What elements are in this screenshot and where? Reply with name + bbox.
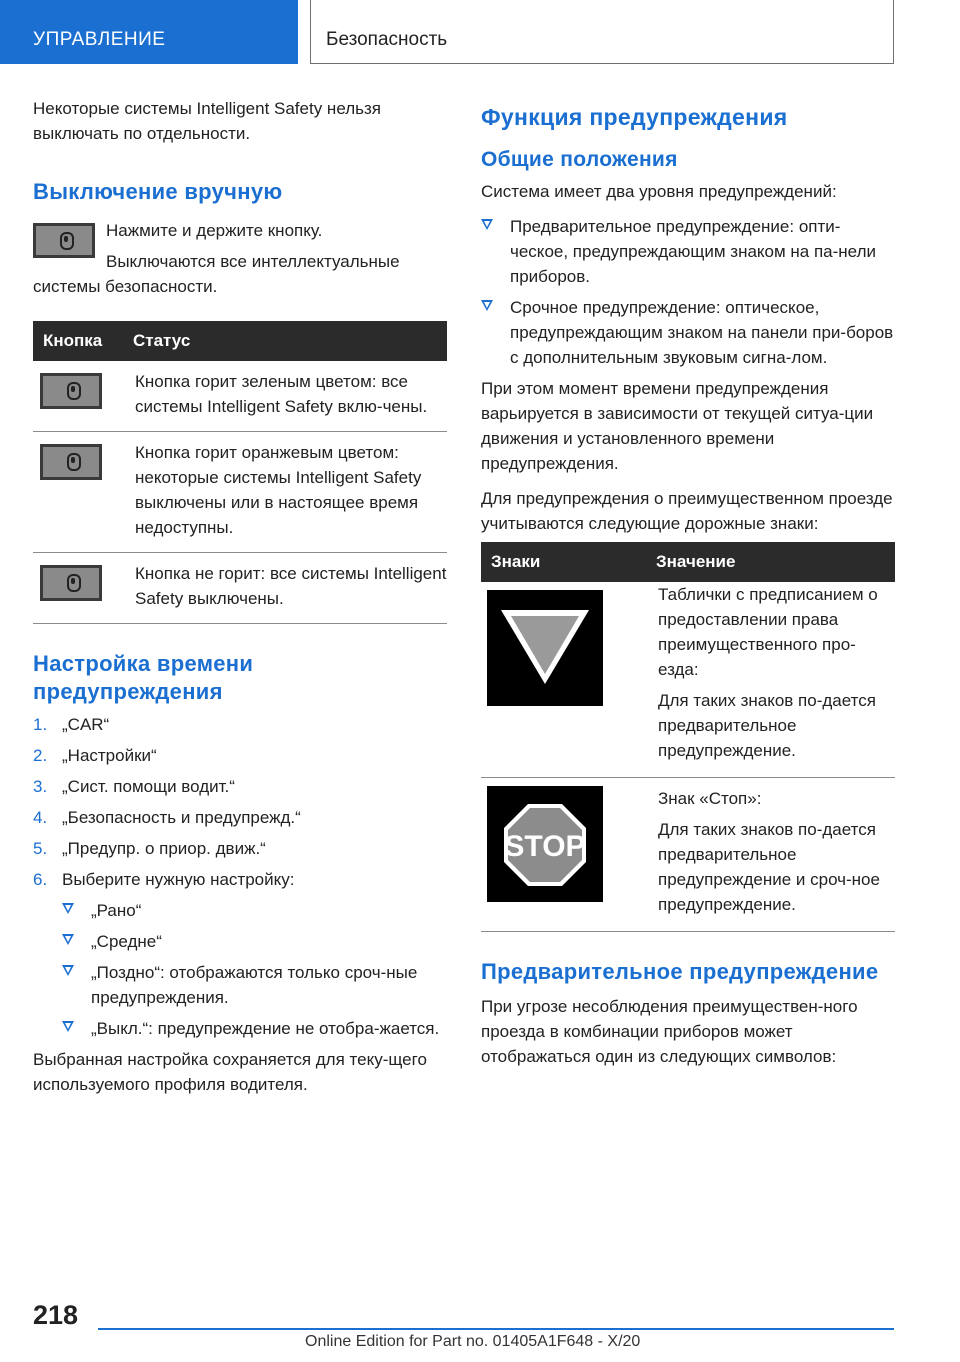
left-column bbox=[33, 96, 447, 1107]
signs-table bbox=[481, 542, 895, 932]
col-status-header: Статус bbox=[123, 321, 447, 361]
table-row bbox=[481, 778, 895, 932]
chapter-tab bbox=[310, 0, 894, 64]
list-item: Срочное предупреждение: оптическое, предупреждающим знаком на панели при-боров с дополнительным звуковым сигна-лом. bbox=[481, 295, 895, 370]
triangle-bullet-icon bbox=[62, 934, 74, 945]
manual-off-heading: Выключение вручную bbox=[33, 179, 283, 204]
triangle-bullet-icon bbox=[481, 300, 493, 311]
timing-note: Выбранная настройка сохраняется для теку-щего используемого профиля водителя. bbox=[33, 1050, 427, 1094]
status-text: Кнопка горит оранжевым цветом: некоторые системы Intelligent Safety выключены или в настоящее время недоступны. bbox=[123, 432, 447, 553]
button-off-icon bbox=[40, 565, 102, 601]
list-item: 1. „CAR“ bbox=[33, 715, 110, 734]
list-item: 3. „Сист. помощи водит.“ bbox=[33, 777, 235, 796]
prewarning-heading: Предварительное предупреждение bbox=[481, 959, 879, 984]
signs-paragraph: Для предупреждения о преимущественном проезде учитываются следующие дорожные знаки: bbox=[481, 489, 893, 533]
general-heading: Общие положения bbox=[481, 148, 678, 171]
list-item: 5. „Предупр. о приор. движ.“ bbox=[33, 839, 266, 858]
general-intro: Система имеет два уровня предупреждений: bbox=[481, 182, 837, 201]
col-meaning-header: Значение bbox=[646, 542, 895, 582]
triangle-bullet-icon bbox=[62, 1021, 74, 1032]
prewarning-text: При угрозе несоблюдения преимуществен-ного проезда в комбинации приборов может отображаться один из следующих символов: bbox=[481, 997, 858, 1066]
list-item: „Рано“ bbox=[62, 898, 447, 923]
manual-off-step: Нажмите и держите кнопку. bbox=[106, 221, 323, 240]
yield-sign-icon bbox=[487, 590, 603, 706]
table-row bbox=[33, 432, 447, 553]
timing-heading: Настройка времени предупреждения bbox=[33, 651, 254, 704]
page-number: 218 bbox=[33, 1300, 79, 1330]
sign-meaning: Знак «Стоп»: bbox=[658, 789, 762, 808]
button-orange-icon bbox=[40, 444, 102, 480]
intro-paragraph: Некоторые системы Intelligent Safety нельзя выключать по отдельности. bbox=[33, 99, 381, 143]
stop-sign-text: STOP bbox=[504, 830, 586, 863]
sign-note: Для таких знаков по-дается предварительное предупреждение и сроч-ное предупреждение. bbox=[658, 820, 880, 914]
chapter-title: Безопасность bbox=[326, 29, 448, 50]
section-title: УПРАВЛЕНИЕ bbox=[33, 29, 166, 50]
sign-meaning: Таблички с предписанием о предоставлении права преимущественного про-езда: bbox=[658, 585, 878, 679]
col-button-header: Кнопка bbox=[33, 321, 123, 361]
triangle-bullet-icon bbox=[481, 219, 493, 230]
warning-levels bbox=[481, 214, 895, 370]
status-text: Кнопка не горит: все системы Intelligent Safety выключены. bbox=[123, 553, 447, 624]
list-item: 6. Выберите нужную настройку: bbox=[33, 870, 295, 889]
button-green-icon bbox=[40, 373, 102, 409]
stop-sign-icon bbox=[487, 786, 603, 902]
triangle-bullet-icon bbox=[62, 903, 74, 914]
table-row bbox=[481, 582, 895, 778]
timing-steps bbox=[33, 712, 447, 892]
edition-note: Online Edition for Part no. 01405A1F648 - X/20 bbox=[305, 1333, 641, 1350]
sign-note: Для таких знаков по-дается предварительное предупреждение. bbox=[658, 691, 876, 760]
list-item: 4. „Безопасность и предупрежд.“ bbox=[33, 808, 301, 827]
col-signs-header: Знаки bbox=[481, 542, 646, 582]
manual-off-result: Выключаются все интеллектуальные системы безопасности. bbox=[33, 252, 400, 296]
list-item: 2. „Настройки“ bbox=[33, 746, 157, 765]
list-item: „Поздно“: отображаются только сроч-ные предупреждения. bbox=[62, 960, 447, 1010]
table-row bbox=[33, 361, 447, 432]
button-status-table bbox=[33, 321, 447, 624]
timing-paragraph: При этом момент времени предупреждения варьируется в зависимости от текущей ситуа-ции движения и установленного времени предупреждения. bbox=[481, 379, 874, 473]
triangle-bullet-icon bbox=[62, 965, 74, 976]
warning-function-heading: Функция предупреждения bbox=[481, 104, 788, 130]
right-column bbox=[481, 96, 895, 1079]
list-item: „Выкл.“: предупреждение не отобра-жается. bbox=[62, 1016, 447, 1041]
section-tab bbox=[0, 0, 298, 64]
intelligent-safety-button-icon bbox=[33, 223, 95, 258]
footer-divider bbox=[98, 1328, 894, 1330]
table-row bbox=[33, 553, 447, 624]
list-item: Предварительное предупреждение: опти-ческое, предупреждающим знаком на па-нели приборов. bbox=[481, 214, 895, 289]
timing-options bbox=[62, 898, 447, 1041]
list-item: „Средне“ bbox=[62, 929, 447, 954]
status-text: Кнопка горит зеленым цветом: все системы Intelligent Safety вклю-чены. bbox=[123, 361, 447, 432]
manual-off-block bbox=[33, 218, 447, 299]
